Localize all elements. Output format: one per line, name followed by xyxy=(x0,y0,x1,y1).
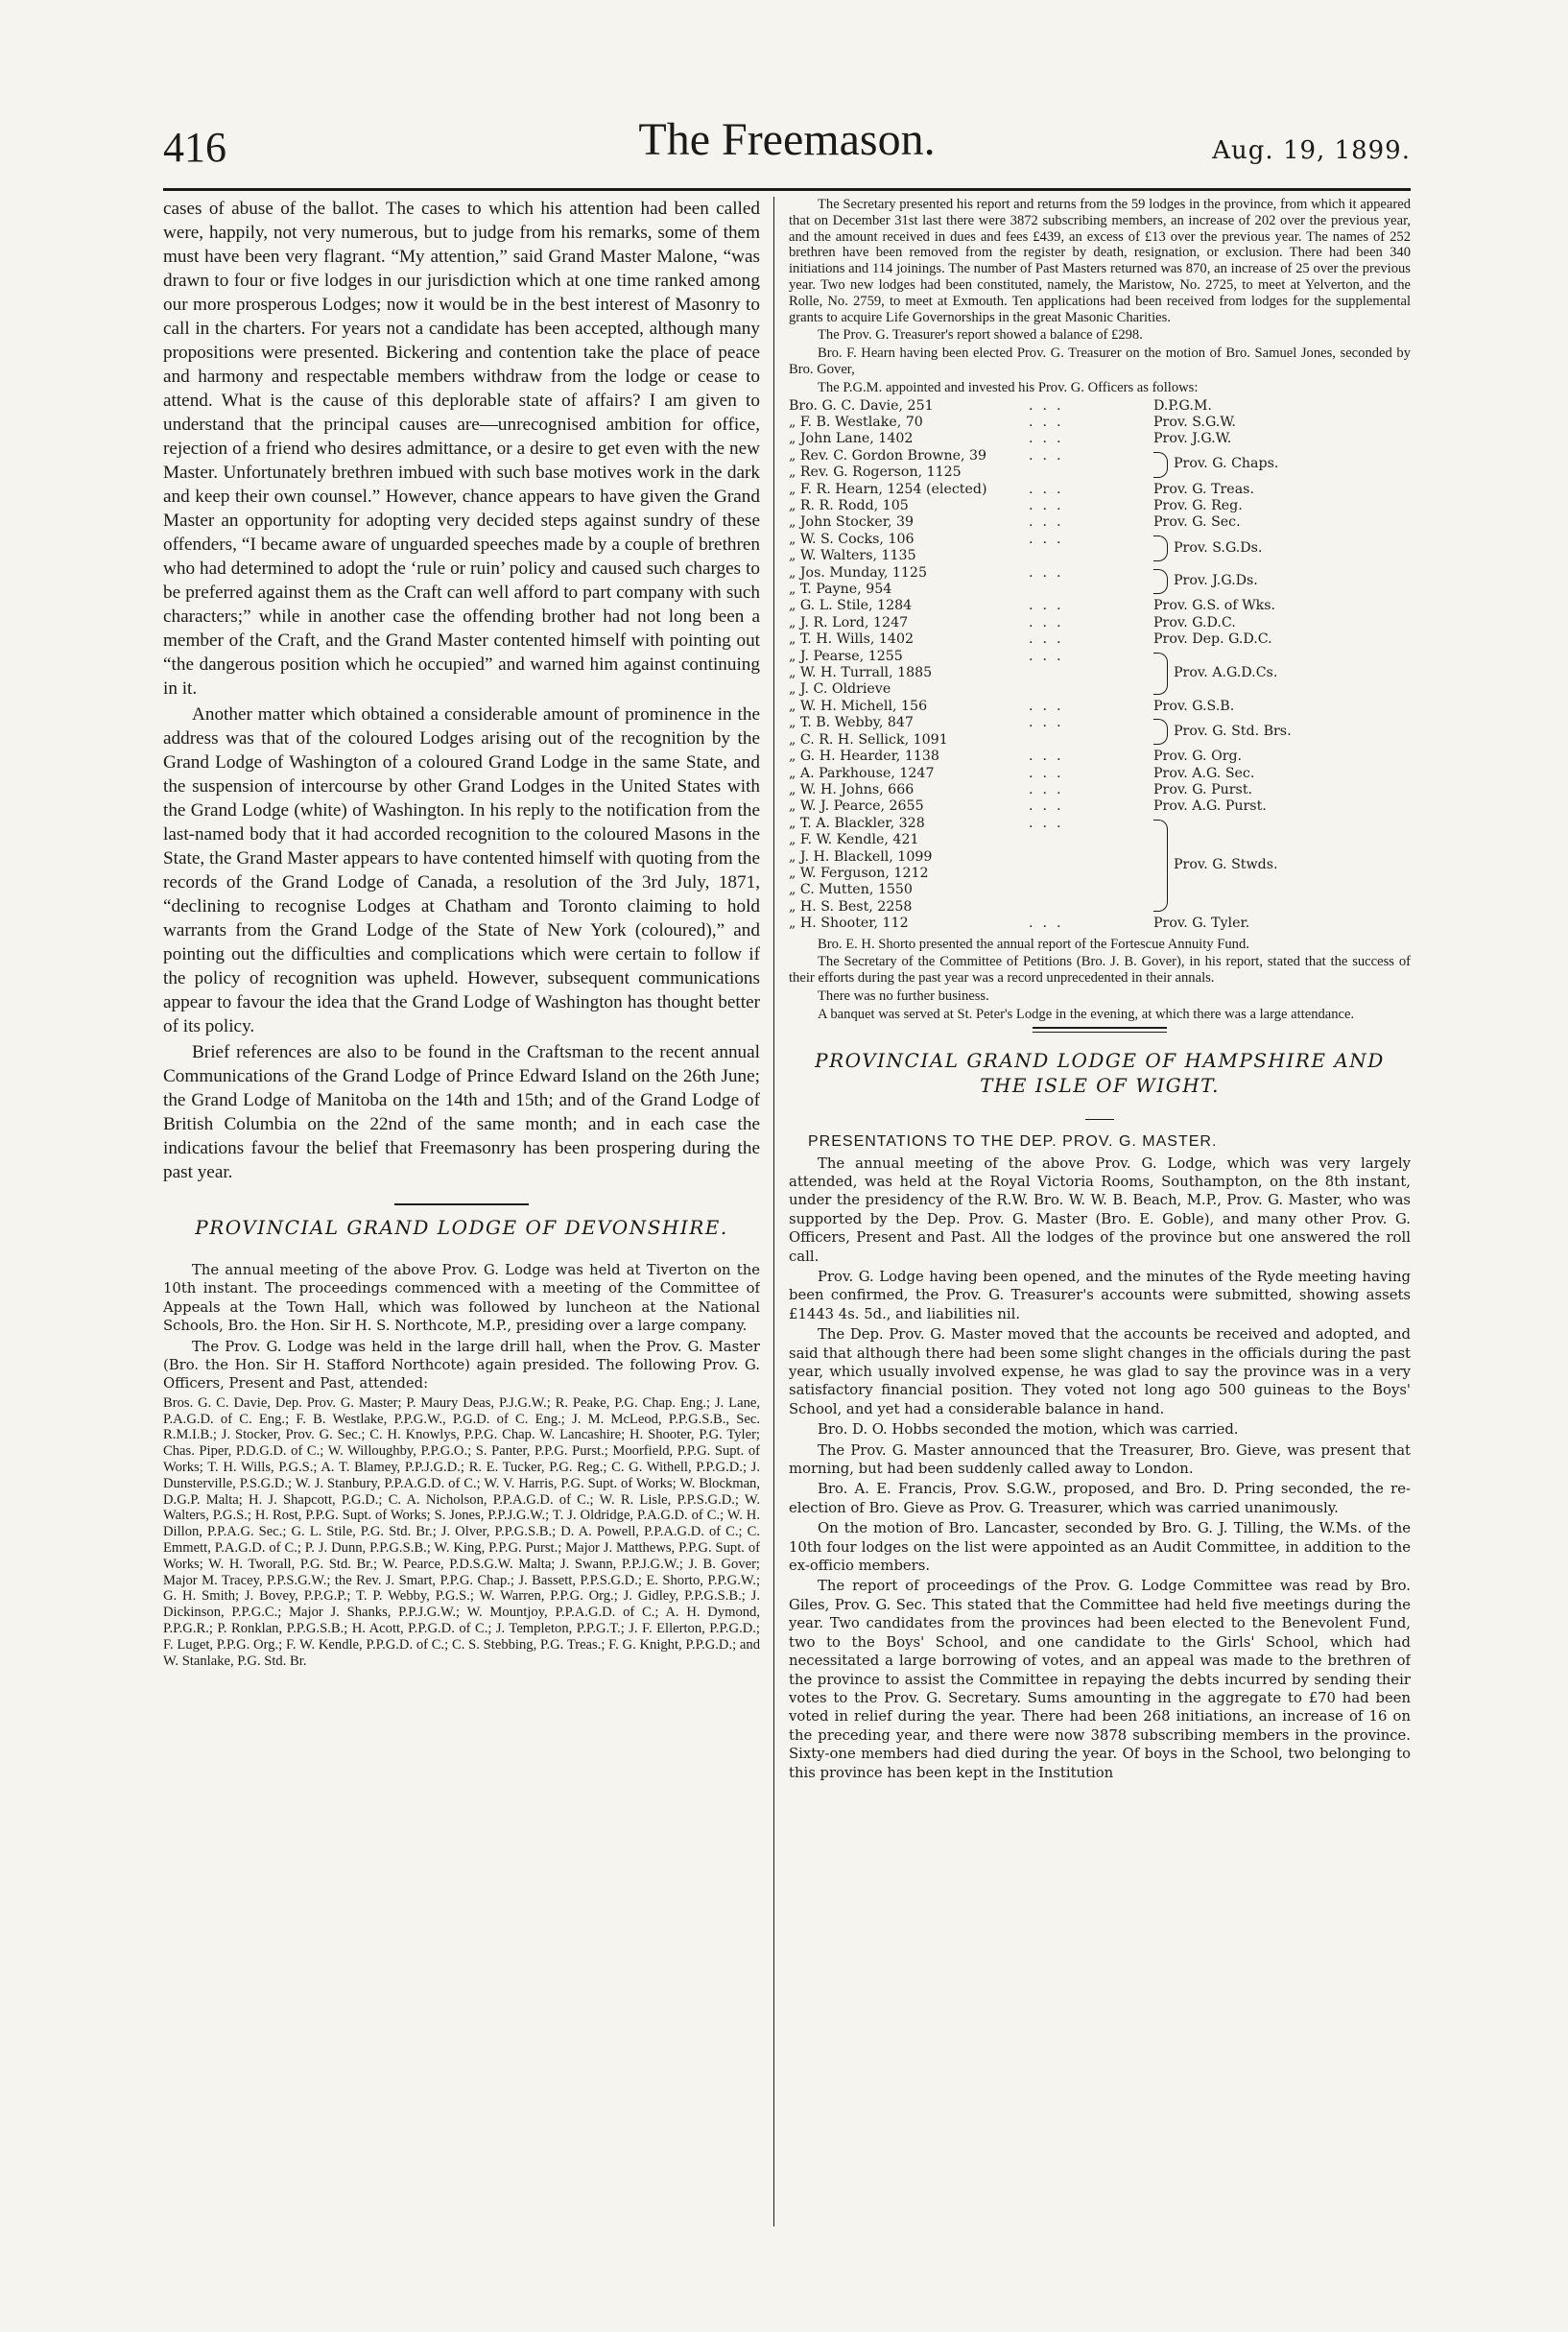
officer-name: „ C. R. H. Sellick, 1091 xyxy=(789,731,948,748)
article-paragraph: The annual meeting of the above Prov. G. Lodge was held at Tiverton on the 10th instant. The proceedings commenced with a meeting of the Committee of Appeals at the Town Hall, which was followed by luncheon at the National Schools, Bro. the Hon. Sir H. S. Northcote, M.P., presiding over a large company. xyxy=(163,1262,760,1335)
leader-dots: ... xyxy=(1029,798,1071,815)
article-paragraph: cases of abuse of the ballot. The cases to which his attention had been called were, happily, not very numerous, but to judge from his remarks, some of them must have been very flagrant. “My attention,” said Grand Master Malone, “was drawn to four or five lodges in our jurisdiction which at one time ranked among our more prosperous Lodges; now it would be in the best interest of Masonry to call in the charters. For years not a candidate has been accepted, although many propositions were presented. Bickering and contention take the place of peace and harmony and respectable members withdraw from the lodge or cease to attend. What is the cause of this deplorable state of affairs? I am given to understand that the principal causes are—unrecognised ambition for office, rejection of a friend who desires admittance, or a desire to get even with the new Master. Unfortunately brethren imbued with such base motives work in the dark and keep their own counsel.” However, chance appears to have given the Grand Master an opportunity for adopting very decided steps against sundry of these offenders, “I became aware of unguarded speeches made by a couple of brethren who had determined to adopt the ‘rule or ruin’ policy and caused such charges to be preferred against them as the Craft can well afford to part company with such characters;” while in another case the offending brother had not long been a member of the Craft, and the Grand Master contented himself with pointing out “the dangerous position which he occupied” and warned him against continuing in it. xyxy=(163,199,760,699)
officer-name: „ G. L. Stile, 1284 xyxy=(789,598,913,614)
officer-row xyxy=(789,398,1411,415)
devonshire-heading: PROVINCIAL GRAND LODGE OF DEVONSHIRE. xyxy=(195,1216,728,1239)
hampshire-heading-line-1: PROVINCIAL GRAND LODGE OF HAMPSHIRE AND xyxy=(815,1048,1385,1072)
officer-role: Prov. G. Sec. xyxy=(1153,514,1241,531)
officer-role: Prov. G. Chaps. xyxy=(1174,456,1279,472)
officer-role: Prov. G.S. of Wks. xyxy=(1153,598,1276,614)
publication-title: The Freemason. xyxy=(638,114,936,165)
officer-role: Prov. G.S.B. xyxy=(1153,698,1235,714)
officer-role: Prov. A.G.D.Cs. xyxy=(1174,665,1278,681)
officer-role: D.P.G.M. xyxy=(1153,397,1212,414)
officer-name: „ W. J. Pearce, 2655 xyxy=(789,798,924,815)
officer-name: „ T. B. Webby, 847 xyxy=(789,715,914,731)
brace xyxy=(1153,569,1168,595)
article-paragraph: The Prov. G. Master announced that the Treasurer, Bro. Gieve, was present that morning, but had been suddenly called away to London. xyxy=(789,1441,1411,1478)
leader-dots: ... xyxy=(1029,397,1071,414)
left-column xyxy=(163,197,760,2226)
officer-name: Bro. G. C. Davie, 251 xyxy=(789,397,934,414)
officers-list xyxy=(789,398,1411,933)
article-paragraph: On the motion of Bro. Lancaster, seconded by Bro. G. J. Tilling, the W.Ms. of the 10th four lodges on the list were appointed as an Audit Committee, in addition to the ex-officio members. xyxy=(789,1520,1411,1575)
officer-name: „ W. H. Johns, 666 xyxy=(789,781,915,797)
officer-role: Prov. A.G. Sec. xyxy=(1153,765,1255,781)
leader-dots: ... xyxy=(1029,447,1071,464)
leader-dots: ... xyxy=(1029,781,1071,797)
officer-row xyxy=(789,482,1411,498)
officer-group xyxy=(789,448,1411,482)
issue-date: Aug. 19, 1899. xyxy=(1212,136,1411,165)
leader-dots: ... xyxy=(1029,564,1071,581)
officer-role: Prov. G. Treas. xyxy=(1153,481,1254,497)
officer-row xyxy=(789,415,1411,431)
officer-role: Prov. A.G. Purst. xyxy=(1153,798,1267,815)
leader-dots: ... xyxy=(1029,698,1071,714)
officer-group xyxy=(789,816,1411,916)
article-paragraph: The report of proceedings of the Prov. G. Lodge Committee was read by Bro. Giles, Prov. G. Sec. This stated that the Committee had held five meetings during the year. Two candidates from the provinces had been elected to the Benevolent Fund, two to the Boys' School, and one candidate to the Girls' School, which had necessitated a large borrowing of votes, and an appeal was made to the brethren of the province to assist the Committee in repaying the debts incurred by sending their votes to the Prov. G. Secretary. Sums amounting in the aggregate to £70 had been voted in relief during the year. There had been 268 initiations, an increase of 16 on the preceding year, and there were now 3878 subscribing members in the province. Sixty-one members had died during the year. Of boys in the School, two belonging to this province has been kept in the Institution xyxy=(789,1578,1411,1781)
article-paragraph: Bro. A. E. Francis, Prov. S.G.W., proposed, and Bro. D. Pring seconded, the re-election of Bro. Gieve as Prov. G. Treasurer, which was carried unanimously. xyxy=(789,1481,1411,1516)
article-paragraph: There was no further business. xyxy=(818,988,989,1004)
officer-row xyxy=(789,631,1411,648)
officer-name: „ H. Shooter, 112 xyxy=(789,916,909,932)
officer-group xyxy=(789,532,1411,565)
officer-row xyxy=(789,615,1411,631)
officer-role: Prov. J.G.W. xyxy=(1153,431,1232,447)
article-paragraph: The Prov. G. Treasurer's report showed a balance of £298. xyxy=(818,327,1143,344)
brace xyxy=(1153,719,1168,745)
leader-dots: ... xyxy=(1029,815,1071,831)
leader-dots: ... xyxy=(1029,614,1071,631)
officer-name: „ F. W. Kendle, 421 xyxy=(789,832,919,848)
leader-dots: ... xyxy=(1029,498,1071,513)
leader-dots: ... xyxy=(1029,431,1071,447)
officer-name: „ Rev. C. Gordon Browne, 39 xyxy=(789,447,987,464)
leader-dots: ... xyxy=(1029,531,1071,547)
leader-dots: ... xyxy=(1029,414,1071,430)
officer-group xyxy=(789,649,1411,699)
officer-row xyxy=(789,498,1411,514)
leader-dots: ... xyxy=(1029,514,1071,531)
officer-name: „ T. A. Blackler, 328 xyxy=(789,815,925,831)
officer-name: „ C. Mutten, 1550 xyxy=(789,882,913,898)
officer-name: „ F. R. Hearn, 1254 (elected) xyxy=(789,481,987,497)
officer-role: Prov. S.G.Ds. xyxy=(1174,539,1263,556)
officer-name: „ J. R. Lord, 1247 xyxy=(789,614,909,631)
leader-dots: ... xyxy=(1029,749,1071,765)
article-paragraph: Another matter which obtained a considerable amount of prominence in the address was that of the coloured Lodges arising out of the recognition by the Grand Lodge of Washington of a coloured Grand Lodge in the same State, and the suspension of intercourse by other Grand Lodges in the United States with the Grand Lodge (white) of Washington. In his reply to the notification from the last-named body that it had accorded recognition to the coloured Masons in the State, the Grand Master appears to have contented himself with quoting from the records of the Grand Lodge of Canada, a resolution of the 3rd July, 1871, “declining to recognise Lodges at Chatham and Toronto claiming to hold warrants from the Grand Lodge of the State of New York (coloured),” and pointing out the difficulties and complications which were certain to follow if the policy of recognition was upheld. However, subsequent communications appear to favour the idea that the Grand Lodge of Washington has thought better of its policy. xyxy=(163,704,760,1036)
officer-name: „ T. H. Wills, 1402 xyxy=(789,631,914,648)
article-paragraph: Brief references are also to be found in the Craftsman to the recent annual Communications of the Grand Lodge of Prince Edward Island on the 26th June; the Grand Lodge of Manitoba on the 14th and 15th; and of the Grand Lodge of British Columbia on the 22nd of the same month; and in each case the indications favour the belief that Freemasonry has been prospering during the past year. xyxy=(163,1042,760,1182)
officer-role: Prov. J.G.Ds. xyxy=(1174,573,1258,589)
brace xyxy=(1153,452,1168,478)
presentations-heading: PRESENTATIONS TO THE DEP. PROV. G. MASTER. xyxy=(808,1132,1218,1150)
officer-role: Prov. S.G.W. xyxy=(1153,414,1236,430)
officer-name: „ G. H. Hearder, 1138 xyxy=(789,749,939,765)
officer-name: „ W. Ferguson, 1212 xyxy=(789,865,929,881)
officer-row xyxy=(789,699,1411,715)
leader-dots: ... xyxy=(1029,765,1071,781)
officer-name: „ F. B. Westlake, 70 xyxy=(789,414,923,430)
officer-row xyxy=(789,749,1411,765)
officer-row xyxy=(789,916,1411,932)
article-paragraph: Bro. F. Hearn having been elected Prov. G. Treasurer on the motion of Bro. Samuel Jones, seconded by Bro. Gover, xyxy=(789,345,1411,377)
article-paragraph: Bro. E. H. Shorto presented the annual report of the Fortescue Annuity Fund. xyxy=(818,936,1249,952)
officer-role: Prov. G. Reg. xyxy=(1153,498,1243,513)
officer-name: „ R. R. Rodd, 105 xyxy=(789,498,909,513)
officer-name: „ T. Payne, 954 xyxy=(789,582,892,598)
article-paragraph: The P.G.M. appointed and invested his Prov. G. Officers as follows: xyxy=(818,379,1199,395)
heading-dash xyxy=(1085,1119,1114,1120)
hampshire-heading-line-2: THE ISLE OF WIGHT. xyxy=(980,1073,1220,1097)
officer-name: „ W. Walters, 1135 xyxy=(789,548,916,564)
officer-row xyxy=(789,431,1411,447)
article-paragraph: The Dep. Prov. G. Master moved that the accounts be received and adopted, and said that although there had been some slight changes in the officials during the past year, which usually involved expense, he was glad to say the province was in a very satisfactory financial position. They voted not long ago 500 guineas to the Boys' School, and yet had a considerable balance in hand. xyxy=(789,1326,1411,1417)
officer-name: „ A. Parkhouse, 1247 xyxy=(789,765,935,781)
officer-name: „ John Lane, 1402 xyxy=(789,431,914,447)
brace xyxy=(1153,820,1168,912)
leader-dots: ... xyxy=(1029,715,1071,731)
masthead xyxy=(163,113,1411,190)
officer-name: „ J. H. Blackell, 1099 xyxy=(789,848,933,865)
leader-dots: ... xyxy=(1029,481,1071,497)
officer-group xyxy=(789,565,1411,599)
officer-name: „ W. H. Turrall, 1885 xyxy=(789,665,933,681)
officer-row xyxy=(789,598,1411,614)
officer-group xyxy=(789,715,1411,749)
officer-row xyxy=(789,798,1411,815)
brace xyxy=(1153,535,1168,561)
attendee-list: Bros. G. C. Davie, Dep. Prov. G. Master; P. Maury Deas, P.J.G.W.; R. Peake, P.G. Chap. Eng.; J. Lane, P.A.G.D. of C. Eng.; F. B. Westlake, P.P.G.W., P.G.D. of C. Eng.; J. M. McLeod, P.P.G.S.B., Sec. R.M.I.B.; J. Stocker, Prov. G. Sec.; C. H. Knowlys, P.P.G. Chap. W. Lancashire; H. Shooter, P.G. Tyler; Chas. Piper, P.D.G.D. of C.; W. Willoughby, P.P.G.O.; S. Panter, P.P.G. Purst.; Moorfield, P.P.G. Supt. of Works; T. H. Wills, P.G.S.; A. T. Blamey, P.P.J.G.D.; R. E. Tucker, P.G. Reg.; C. G. Withell, P.P.G.D.; J. Dunsterville, P.S.G.D.; W. J. Stanbury, P.P.A.G.D. of C.; W. V. Harris, P.G. Supt. of Works; W. Blockman, D.G.P. Malta; H. J. Shapcott, P.G.D.; C. A. Nicholson, P.P.A.G.D. of C.; W. R. Lisle, P.P.S.G.D.; W. Walters, P.G.S.; H. Rost, P.P.G. Supt. of Works; S. Jones, P.P.J.G.W.; T. J. Oldridge, P.A.G.D. of C.; W. H. Dillon, P.P.A.G. Sec.; G. L. Stile, P.G. Std. Br.; J. Olver, P.P.G.S.B.; D. A. Powell, P.P.A.G.D. of C.; C. Emmett, P.A.G.D. of C.; P. J. Dunn, P.P.G.S.B.; W. King, P.P.G. Purst.; Major J. Matthews, P.P.G. Supt. of Works; W. H. Tworall, P.G. Std. Br.; W. Pearce, P.D.S.G.W. Malta; J. Swann, P.P.J.G.W.; J. B. Gover; Major M. Tracey, P.P.S.G.W.; the Rev. J. Smart, P.P.G. Chap.; J. Bassett, P.P.S.G.D.; E. Shorto, P.P.G.W.; G. H. Smith; J. Bovey, P.P.G.P.; T. P. Webby, P.G.S.; W. Warren, P.P.G. Org.; J. Gidley, P.P.G.S.B.; J. Dickinson, P.P.G.C.; Major J. Shanks, P.P.J.G.W.; W. Mountjoy, P.P.A.G.D. of C.; A. H. Dymond, P.P.G.R.; P. Ronklan, P.P.G.S.B.; H. Acott, P.P.G.D. of C.; J. Templeton, P.P.G.T.; J. F. Ellerton, P.P.G.D.; F. Luget, P.P.G. Org.; F. W. Kendle, P.P.G.D. of C.; C. S. Stebbing, P.G. Treas.; F. G. Knight, P.P.G.D.; and W. Stanlake, P.G. Std. Br. xyxy=(163,1394,760,1669)
officer-name: „ W. S. Cocks, 106 xyxy=(789,531,915,547)
officer-role: Prov. Dep. G.D.C. xyxy=(1153,631,1272,648)
officer-role: Prov. G. Std. Brs. xyxy=(1174,723,1292,739)
header-rule xyxy=(163,188,1411,191)
section-rule xyxy=(1033,1027,1167,1033)
brace xyxy=(1153,653,1168,695)
article-paragraph: Bro. D. O. Hobbs seconded the motion, which was carried. xyxy=(818,1421,1239,1439)
article-paragraph: A banquet was served at St. Peter's Lodge in the evening, at which there was a large attendance. xyxy=(818,1006,1355,1022)
officer-name: „ Rev. G. Rogerson, 1125 xyxy=(789,464,962,481)
officer-role: Prov. G. Stwds. xyxy=(1174,857,1278,873)
officer-role: Prov. G.D.C. xyxy=(1153,614,1236,631)
hampshire-heading xyxy=(789,1048,1411,1098)
officer-role: Prov. G. Tyler. xyxy=(1153,916,1250,932)
article-paragraph: Prov. G. Lodge having been opened, and the minutes of the Ryde meeting having been confirmed, the Prov. G. Treasurer's accounts were submitted, showing assets £1443 4s. 5d., and liabilities nil. xyxy=(789,1268,1411,1322)
officer-row xyxy=(789,782,1411,798)
officer-role: Prov. G. Purst. xyxy=(1153,781,1253,797)
officer-role: Prov. G. Org. xyxy=(1153,749,1243,765)
page-number: 416 xyxy=(163,124,226,171)
section-rule xyxy=(394,1203,529,1205)
officer-name: „ Jos. Munday, 1125 xyxy=(789,564,927,581)
article-paragraph: The Secretary presented his report and returns from the 59 lodges in the province, from which it appeared that on December 31st last there were 3872 subscribing members, an increase of 202 over the previous year, and the amount received in dues and fees £439, an excess of £13 over the previous year. The names of 252 brethren have been removed from the register by death, resignation, or exclusion. There had been 340 initiations and 114 joinings. The number of Past Masters returned was 870, an increase of 25 over the previous year. Two new lodges had been constituted, namely, the Maristow, No. 2725, to meet at Yelverton, and the Rolle, No. 2759, to meet at Exmouth. Ten applications had been received from lodges for the supplemental grants to acquire Life Governorships in the great Masonic Charities. xyxy=(789,197,1411,325)
article-paragraph: The Secretary of the Committee of Petitions (Bro. J. B. Gover), in his report, stated that the success of their efforts during the past year was a record unprecedented in their annals. xyxy=(789,954,1411,987)
article-paragraph: The Prov. G. Lodge was held in the large drill hall, when the Prov. G. Master (Bro. the Hon. Sir H. Stafford Northcote) again presided. The following Prov. G. Officers, Present and Past, attended: xyxy=(163,1338,760,1392)
officer-name: „ H. S. Best, 2258 xyxy=(789,898,913,915)
article-paragraph: The annual meeting of the above Prov. G. Lodge, which was very largely attended, was held at the Royal Victoria Rooms, Southampton, on the 8th instant, under the presidency of the R.W. Bro. W. W. B. Beach, M.P., Prov. G. Master, who was supported by the Dep. Prov. G. Master (Bro. E. Goble), and many other Prov. G. Officers, Present and Past. All the lodges of the province but one answered the roll call. xyxy=(789,1154,1411,1265)
column-divider xyxy=(773,197,774,2226)
officer-name: „ J. Pearse, 1255 xyxy=(789,648,903,664)
officer-name: „ J. C. Oldrieve xyxy=(789,681,891,698)
leader-dots: ... xyxy=(1029,916,1071,932)
officer-name: „ John Stocker, 39 xyxy=(789,514,915,531)
leader-dots: ... xyxy=(1029,648,1071,664)
leader-dots: ... xyxy=(1029,631,1071,648)
officer-row xyxy=(789,766,1411,782)
officer-name: „ W. H. Michell, 156 xyxy=(789,698,928,714)
leader-dots: ... xyxy=(1029,598,1071,614)
officer-row xyxy=(789,514,1411,531)
right-column xyxy=(789,197,1411,2226)
